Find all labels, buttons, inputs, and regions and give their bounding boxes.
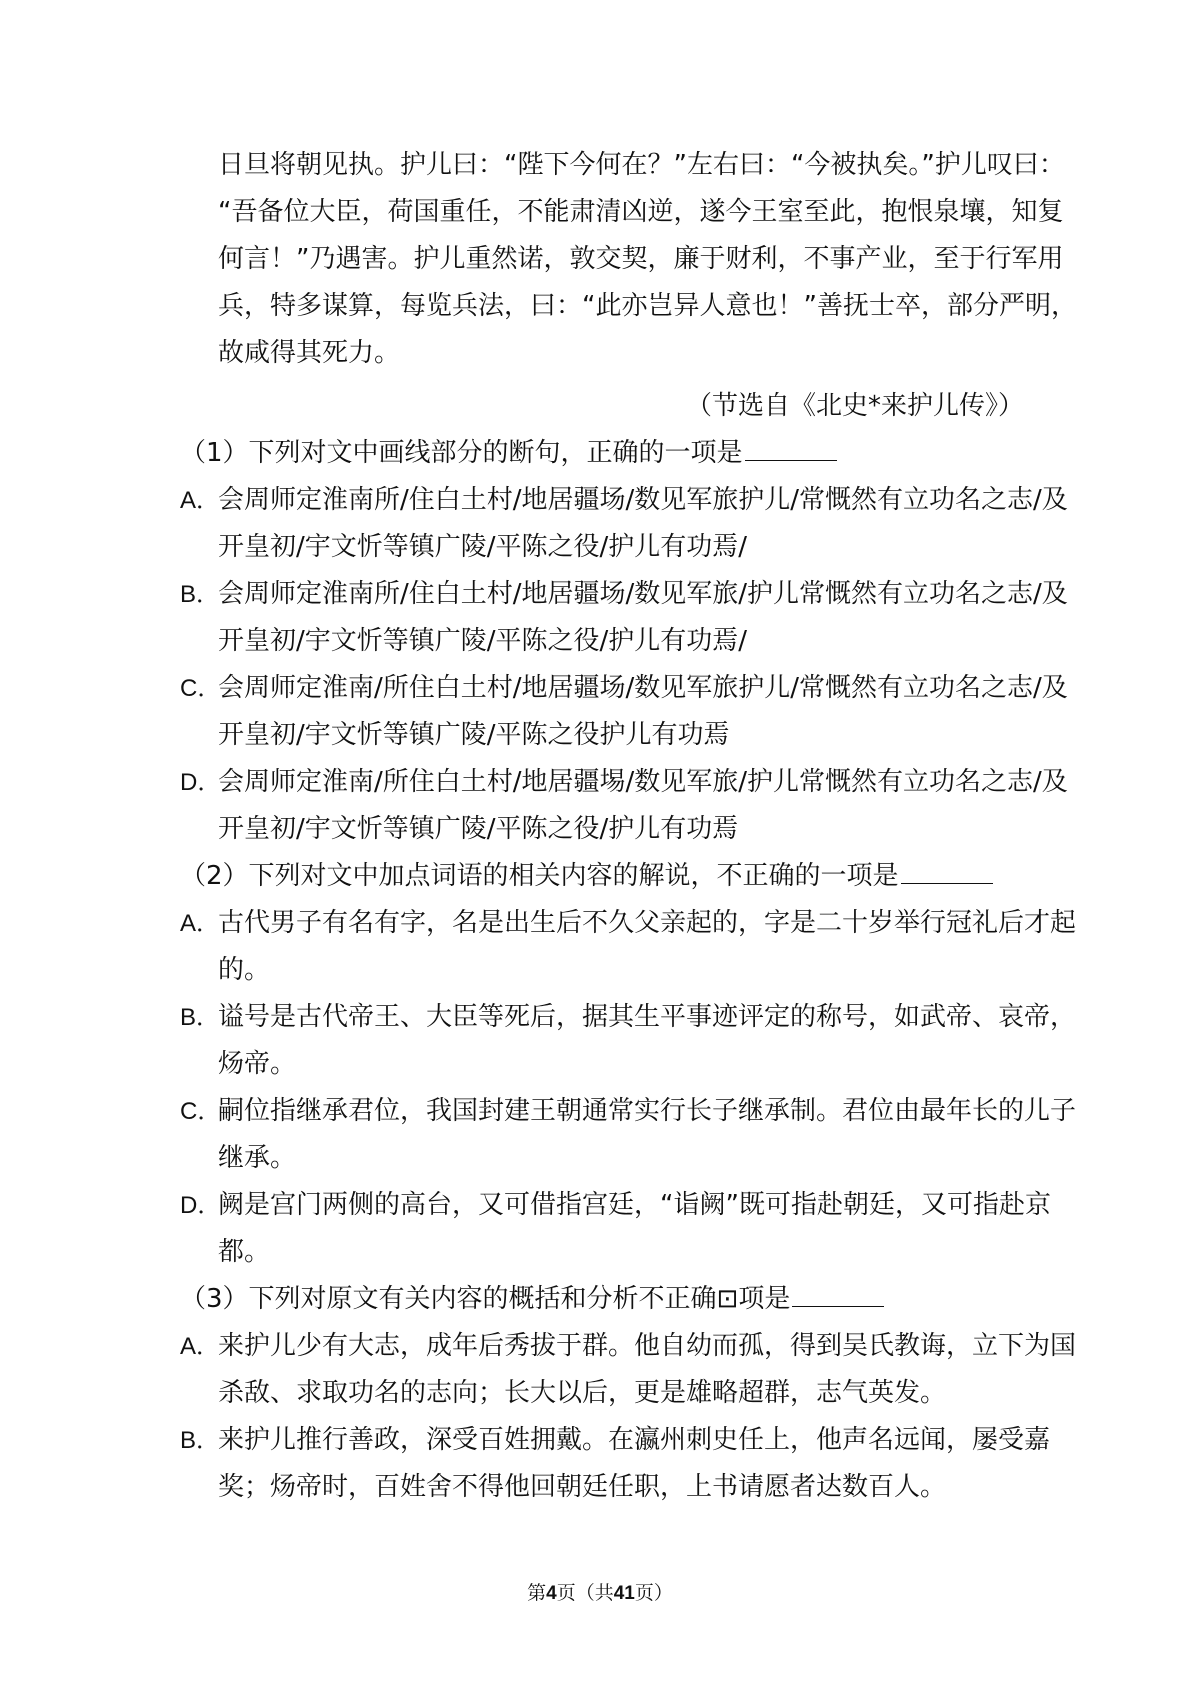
option-line: 的。 <box>218 955 271 985</box>
option-label: B． <box>180 1004 221 1031</box>
option-line: 会周师定淮南/所住白土村/地居疆场/数见军旅护儿/常慨然有立功名之志/及 <box>218 673 1068 703</box>
question-2-option-b <box>180 994 1077 1088</box>
option-line: 来护儿少有大志，成年后秀拔于群。他自幼而孤，得到吴氏教诲，立下为国 <box>218 1331 1077 1361</box>
question-1-option-c <box>180 665 1068 759</box>
answer-blank <box>792 1280 884 1307</box>
footer-suffix: 页） <box>634 1582 673 1604</box>
question-1-option-d <box>180 759 1068 853</box>
option-label: D． <box>180 1192 222 1219</box>
passage-line: 何言！”乃遇害。护儿重然诺，敦交契，廉于财利，不事产业，至于行军用 <box>218 244 1064 274</box>
passage-source: （节选自《北史*来护儿传》） <box>685 391 1024 421</box>
option-label: A． <box>180 910 221 937</box>
option-line: 都。 <box>218 1237 271 1267</box>
footer-mid: 页（共 <box>556 1582 614 1604</box>
question-1-stem <box>180 430 1040 477</box>
question-3-stem <box>180 1276 1040 1323</box>
question-1-option-b <box>180 571 1068 665</box>
question-stem-text: （1）下列对文中画线部分的断句，正确的一项是 <box>180 438 743 468</box>
question-3-option-a <box>180 1323 1077 1417</box>
total-pages: 41 <box>613 1583 635 1604</box>
option-label: C． <box>180 675 222 702</box>
option-line: 会周师定淮南所/住白土村/地居疆场/数见军旅护儿/常慨然有立功名之志/及 <box>218 485 1068 515</box>
option-label: B． <box>180 1427 221 1454</box>
option-line: 来护儿推行善政，深受百姓拥戴。在瀛州刺史任上，他声名远闻，屡受嘉 <box>218 1425 1051 1455</box>
passage-line: 兵，特多谋算，每览兵法，曰：“此亦岂异人意也！”善抚士卒，部分严明， <box>218 291 1077 321</box>
question-2-option-d <box>180 1182 1051 1276</box>
option-line: 古代男子有名有字，名是出生后不久父亲起的，字是二十岁举行冠礼后才起 <box>218 908 1077 938</box>
option-line: 开皇初/宇文忻等镇广陵/平陈之役/护儿有功焉/ <box>218 626 748 656</box>
passage <box>218 142 1077 377</box>
option-line: 杀敌、求取功名的志向；长大以后，更是雄略超群，志气英发。 <box>218 1378 947 1408</box>
option-line: 开皇初/宇文忻等镇广陵/平陈之役护儿有功焉 <box>218 720 730 750</box>
option-line: 开皇初/宇文忻等镇广陵/平陈之役/护儿有功焉 <box>218 814 739 844</box>
option-label: A． <box>180 1333 221 1360</box>
question-stem-text: （3）下列对原文有关内容的概括和分析不正确⊡项是 <box>180 1284 791 1314</box>
option-line: 开皇初/宇文忻等镇广陵/平陈之役/护儿有功焉/ <box>218 532 748 562</box>
question-2-option-c <box>180 1088 1077 1182</box>
option-line: 谥号是古代帝王、大臣等死后，据其生平事迹评定的称号，如武帝、哀帝， <box>218 1002 1077 1032</box>
option-label: D． <box>180 769 222 796</box>
option-line: 奖；炀帝时，百姓舍不得他回朝廷任职，上书请愿者达数百人。 <box>218 1472 947 1502</box>
question-2-option-a <box>180 900 1077 994</box>
option-label: B． <box>180 581 221 608</box>
option-line: 会周师定淮南/所住白土村/地居疆埸/数见军旅/护儿常慨然有立功名之志/及 <box>218 767 1068 797</box>
option-line: 炀帝。 <box>218 1049 297 1079</box>
option-line: 继承。 <box>218 1143 297 1173</box>
option-label: C． <box>180 1098 222 1125</box>
page-footer <box>0 1578 1200 1605</box>
question-stem-text: （2）下列对文中加点词语的相关内容的解说，不正确的一项是 <box>180 861 899 891</box>
answer-blank <box>901 857 993 884</box>
questions <box>180 430 1077 1511</box>
footer-prefix: 第 <box>527 1582 547 1604</box>
question-2-stem <box>180 853 1040 900</box>
answer-blank <box>745 434 837 461</box>
option-line: 阙是宫门两侧的高台，又可借指宫廷，“诣阙”既可指赴朝廷，又可指赴京 <box>218 1190 1051 1220</box>
page-number: 4 <box>546 1583 557 1604</box>
passage-line: “吾备位大臣，荷国重任，不能肃清凶逆，遂今王室至此，抱恨泉壤，知复 <box>218 197 1064 227</box>
passage-line: 故咸得其死力。 <box>218 338 401 368</box>
question-1-option-a <box>180 477 1068 571</box>
option-label: A． <box>180 487 221 514</box>
passage-line: 日旦将朝见执。护儿曰：“陛下今何在？”左右曰：“今被执矣。”护儿叹曰： <box>218 150 1065 180</box>
option-line: 会周师定淮南所/住白土村/地居疆场/数见军旅/护儿常慨然有立功名之志/及 <box>218 579 1068 609</box>
option-line: 嗣位指继承君位，我国封建王朝通常实行长子继承制。君位由最年长的儿子 <box>218 1096 1077 1126</box>
question-3-option-b <box>180 1417 1051 1511</box>
